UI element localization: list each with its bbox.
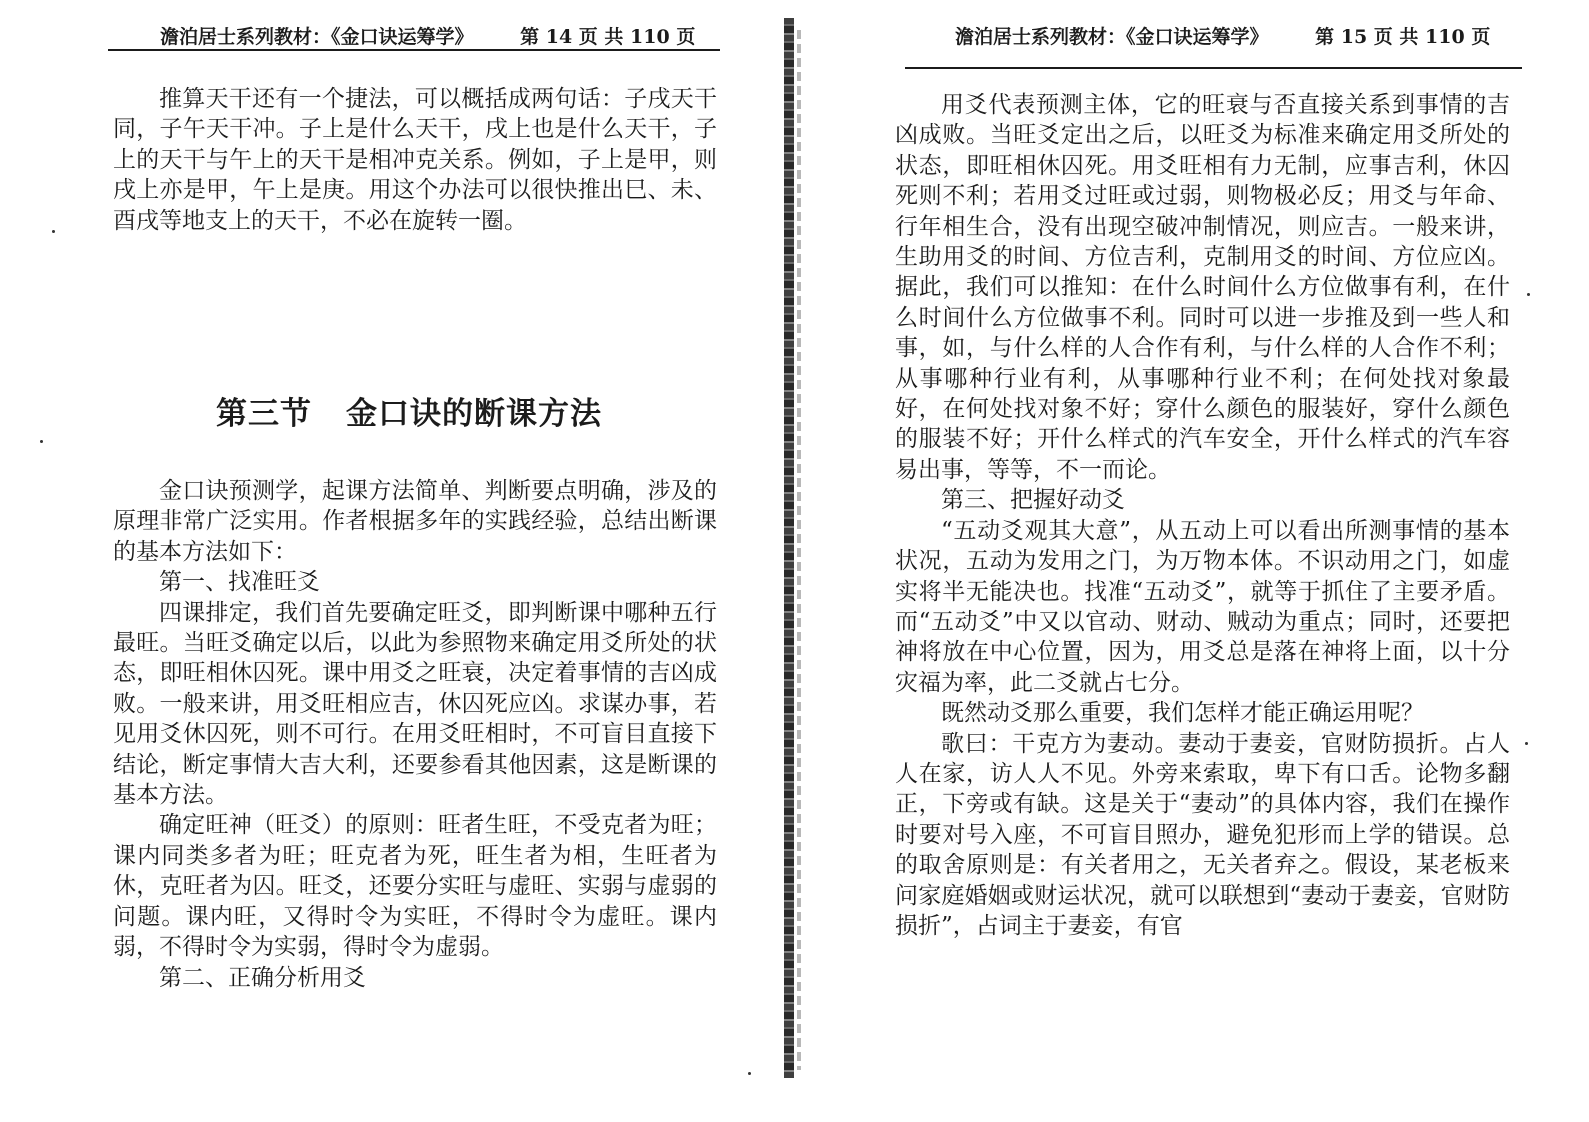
left-page (0, 0, 790, 1122)
section-name: 金口诀的断课方法 (346, 396, 602, 432)
scan-speck (748, 1072, 751, 1075)
section-number: 第三节 (216, 396, 312, 432)
paragraph: 四课排定，我们首先要确定旺爻，即判断课中哪种五行最旺。当旺爻确定以后，以此为参照物来确定用爻所处的状态，即旺相休囚死。课中用爻之旺衰，决定着事情的吉凶成败。一般来讲，用爻旺相应吉，休囚死应凶。求谋办事，若见用爻休囚死，则不可行。在用爻旺相时，不可盲目直接下结论，断定事情大吉大利，还要参看其他因素，这是断课的基本方法。 (113, 599, 717, 809)
section-title (216, 388, 602, 433)
book-gutter-shadow (784, 18, 794, 1078)
left-header-page-number: 第 14 页 共 110 页 (520, 26, 696, 48)
subheading-find-wang-yao: 第一、找准旺爻 (159, 569, 320, 596)
paragraph: 歌曰：干克方为妻动。妻动于妻妾，官财防损折。占人人在家，访人人不见。外旁来索取，卑下有口舌。论物多翻正，下旁或有缺。这是关于“妻动”的具体内容，我们在操作时要对号入座，不可盲目照办，避免犯形而上学的错误。总的取舍原则是：有关者用之，无关者弃之。假设，某老板来问家庭婚姻或财运状况，就可以联想到“妻动于妻妾，官财防损折”，占词主于妻妾，有官 (895, 730, 1510, 939)
subheading-moving-yao: 第三、把握好动爻 (941, 487, 1125, 514)
paragraph: 既然动爻那么重要，我们怎样才能正确运用呢？ (941, 700, 1424, 727)
right-header-page-number: 第 15 页 共 110 页 (1315, 26, 1491, 48)
left-header-rule (108, 49, 720, 51)
paragraph: 确定旺神（旺爻）的原则：旺者生旺，不受克者为旺；课内同类多者为旺；旺克者为死，旺生者为相，生旺者为休，克旺者为囚。旺爻，还要分实旺与虚旺、实弱与虚弱的问题。课内旺，又得时令为实旺，不得时令为虚旺。课内弱，不得时令为实弱，得时令为虚弱。 (113, 812, 717, 961)
paragraph: “五动爻观其大意”，从五动上可以看出所测事情的基本状况，五动为发用之门，为万物本体。不识动用之门，如虚实将半无能决也。找准“五动爻”，就等于抓住了主要矛盾。而“五动爻”中又以官动、财动、贼动为重点；同时，还要把神将放在中心位置，因为，用爻总是落在神将上面，以十分灾福为率，此二爻就占七分。 (895, 517, 1510, 696)
right-page-header (955, 22, 1490, 49)
scan-speck (1525, 742, 1528, 745)
scan-speck (1527, 293, 1530, 296)
left-header-series-title: 澹泊居士系列教材：《金口诀运筹学》 (160, 26, 474, 48)
right-header-series-title: 澹泊居士系列教材：《金口诀运筹学》 (955, 26, 1269, 48)
scan-speck (40, 440, 43, 443)
paragraph: 用爻代表预测主体，它的旺衰与否直接关系到事情的吉凶成败。当旺爻定出之后，以旺爻为标准来确定用爻所处的状态，即旺相休囚死。用爻旺相有力无制，应事吉利，休囚死则不利；若用爻过旺或过弱，则物极必反；用爻与年命、行年相生合，没有出现空破冲制情况，则应吉。一般来讲，生助用爻的时间、方位吉利，克制用爻的时间、方位应凶。据此，我们可以推知：在什么时间什么方位做事有利，在什么时间什么方位做事不利。同时可以进一步推及到一些人和事，如，与什么样的人合作有利，与什么样的人合作不利；从事哪种行业有利，从事哪种行业不利；在何处找对象最好，在何处找对象不好；穿什么颜色的服装好，穿什么颜色的服装不好；开什么样式的汽车安全，开什么样式的汽车容易出事，等等，不一而论。 (895, 92, 1510, 483)
right-text-block (895, 90, 1510, 941)
left-text-block-bottom (113, 476, 717, 993)
scan-speck (52, 230, 55, 233)
paragraph: 金口诀预测学，起课方法简单、判断要点明确，涉及的原理非常广泛实用。作者根据多年的实践经验，总结出断课的基本方法如下： (113, 478, 717, 565)
left-page-header (160, 22, 695, 49)
right-header-rule (905, 67, 1522, 69)
paragraph: 推算天干还有一个捷法，可以概括成两句话：子戌天干同，子午天干冲。子上是什么天干，戌上也是什么天干，子上的天干与午上的天干是相冲克关系。例如，子上是甲，则戌上亦是甲，午上是庚。用这个办法可以很快推出巳、未、酉戌等地支上的天干，不必在旋转一圈。 (113, 86, 717, 234)
right-page (800, 0, 1589, 1122)
left-text-block-top (113, 84, 717, 236)
subheading-analyze-yong-yao: 第二、正确分析用爻 (159, 964, 366, 991)
